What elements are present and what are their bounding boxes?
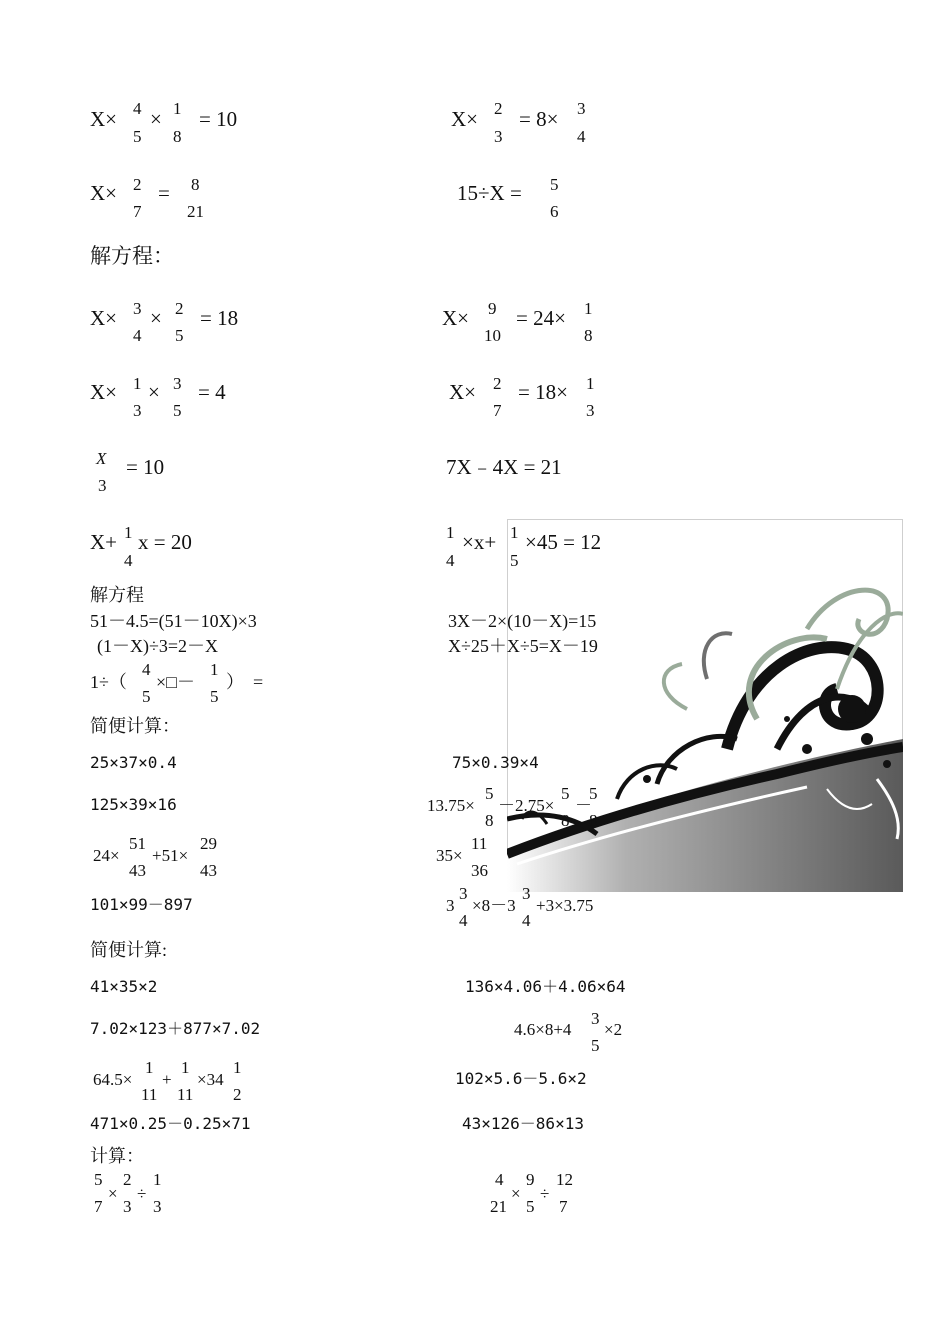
math-text: 1 (510, 523, 519, 542)
math-text: 8 (561, 811, 570, 830)
math-text: 21 (187, 202, 204, 221)
math-text: ×□－ (156, 672, 196, 692)
math-text: 12 (556, 1170, 573, 1189)
math-text: 43 (129, 861, 146, 880)
math-text: × (148, 380, 160, 404)
math-text: (1－X)÷3=2－X (97, 636, 219, 656)
math-text: ） (226, 672, 244, 692)
math-text: × (511, 1184, 521, 1203)
math-text: 7.02×123＋877×7.02 (90, 1019, 261, 1038)
math-text: = 18 (200, 306, 239, 330)
math-text: 简便计算： (90, 716, 180, 736)
math-text: × (108, 1184, 118, 1203)
math-text: 41×35×2 (90, 977, 158, 996)
math-text: 8 (584, 326, 593, 345)
math-text: 8 (191, 175, 200, 194)
math-text: 9 (488, 299, 497, 318)
math-text: 4 (124, 551, 133, 570)
math-text: 1 (173, 99, 182, 118)
math-text: 1 (145, 1058, 154, 1077)
math-text: 5 (550, 175, 559, 194)
math-text: 7 (133, 202, 142, 221)
math-text: 4 (495, 1170, 504, 1189)
math-text: 1 (153, 1170, 162, 1189)
math-text: 5 (210, 687, 219, 706)
math-text: 4 (577, 127, 586, 146)
math-text: 4 (142, 660, 151, 679)
math-text: 5 (133, 127, 142, 146)
math-text: X× (90, 380, 118, 404)
math-text: 2 (123, 1170, 132, 1189)
math-text: 75×0.39×4 (452, 753, 539, 772)
math-text: 29 (200, 834, 217, 853)
math-text: 21 (490, 1197, 507, 1216)
math-text: = 8× (519, 107, 559, 131)
math-text: 136×4.06＋4.06×64 (465, 977, 626, 996)
math-text: X (96, 449, 107, 468)
math-text: 13.75× (427, 796, 475, 815)
math-text: = 10 (199, 107, 238, 131)
math-text: +51× (152, 846, 189, 865)
swirl-floral-decoration-icon (507, 519, 903, 892)
math-text: 3 (591, 1009, 600, 1028)
math-text: 25×37×0.4 (90, 753, 177, 772)
math-text: 3 (446, 896, 455, 915)
math-text: X× (90, 181, 118, 205)
math-text: 7 (493, 401, 502, 420)
math-text: 1 (133, 374, 142, 393)
math-text: 3 (123, 1197, 132, 1216)
math-text: 3 (133, 299, 142, 318)
math-text: 2 (494, 99, 503, 118)
math-text: 7 (94, 1197, 103, 1216)
math-text: － (575, 796, 592, 815)
math-text: 5 (589, 784, 598, 803)
math-text: X× (90, 306, 118, 330)
math-text: 3 (133, 401, 142, 420)
math-text: 3 (173, 374, 182, 393)
math-text: 35× (436, 846, 463, 865)
math-text: 5 (142, 687, 151, 706)
math-text: × (150, 306, 162, 330)
math-text: 5 (561, 784, 570, 803)
math-text: 计算： (90, 1146, 144, 1166)
math-text: 10 (484, 326, 501, 345)
math-text: = 24× (516, 306, 566, 330)
math-text: 8 (589, 811, 598, 830)
math-text: 2 (493, 374, 502, 393)
math-text: 11 (471, 834, 488, 853)
math-text: X× (442, 306, 470, 330)
math-text: 5 (173, 401, 182, 420)
math-text: 解方程 (90, 585, 144, 605)
math-text: 5 (526, 1197, 535, 1216)
math-text: 43×126－86×13 (462, 1114, 584, 1133)
math-text: 471×0.25－0.25×71 (90, 1114, 251, 1133)
math-text: + (162, 1070, 172, 1089)
math-text: 4.6×8+4 (514, 1020, 572, 1039)
math-text: 3 (459, 884, 468, 903)
math-text: 4 (133, 99, 142, 118)
math-text: X× (449, 380, 477, 404)
math-text: 3 (586, 401, 595, 420)
math-text: 4 (446, 551, 455, 570)
math-text: 3 (522, 884, 531, 903)
math-text: 1÷（ (90, 672, 127, 692)
math-text: x = 20 (138, 530, 192, 554)
math-text: ÷ (540, 1184, 550, 1203)
math-text: = (253, 672, 264, 692)
math-text: 4 (522, 911, 531, 930)
math-text: 7 (559, 1197, 568, 1216)
math-text: 1 (584, 299, 593, 318)
math-text: 8 (173, 127, 182, 146)
math-text: ÷ (137, 1184, 147, 1203)
math-text: ×34 (197, 1070, 224, 1089)
math-text: 5 (510, 551, 519, 570)
math-text: X÷25＋X÷5=X－19 (448, 636, 598, 656)
math-text: X+ (90, 530, 118, 554)
math-text: 1 (210, 660, 219, 679)
math-text: 102×5.6－5.6×2 (455, 1069, 587, 1088)
math-text: 3 (153, 1197, 162, 1216)
math-text: ×x+ (462, 530, 497, 554)
math-text: 2 (233, 1085, 242, 1104)
math-text: 101×99－897 (90, 895, 193, 914)
math-text: 2 (175, 299, 184, 318)
math-text: = 4 (198, 380, 226, 404)
math-text: 简便计算: (90, 940, 168, 960)
math-text: +3×3.75 (536, 896, 594, 915)
math-text: 7X﹣4X = 21 (446, 455, 562, 479)
math-text: × (150, 107, 162, 131)
math-text: 1 (181, 1058, 190, 1077)
math-text: 8 (485, 811, 494, 830)
math-text: 5 (94, 1170, 103, 1189)
math-text: 3X－2×(10－X)=15 (448, 611, 597, 631)
math-text: 9 (526, 1170, 535, 1189)
math-text: 11 (141, 1085, 158, 1104)
math-text: X× (451, 107, 479, 131)
math-text: 4 (459, 911, 468, 930)
math-text: = 10 (126, 455, 165, 479)
math-text: 3 (98, 476, 107, 495)
math-text: X× (90, 107, 118, 131)
math-text: 解方程： (90, 244, 174, 268)
math-text: 5 (485, 784, 494, 803)
math-text: 64.5× (93, 1070, 133, 1089)
math-text: 2 (133, 175, 142, 194)
math-text: 24× (93, 846, 120, 865)
math-text: 1 (124, 523, 133, 542)
math-text: 3 (577, 99, 586, 118)
math-text: = 18× (518, 380, 568, 404)
math-text: ×2 (604, 1020, 623, 1039)
math-text: ×45 = 12 (525, 530, 602, 554)
math-text: 1 (233, 1058, 242, 1077)
math-text: 5 (175, 326, 184, 345)
math-text: 3 (494, 127, 503, 146)
math-text: 1 (586, 374, 595, 393)
math-text: 15÷X = (457, 181, 522, 205)
math-text: 125×39×16 (90, 795, 177, 814)
math-text: －2.75× (498, 796, 555, 815)
math-text: 43 (200, 861, 217, 880)
math-text: ×8－3 (472, 896, 516, 915)
math-text: 5 (591, 1036, 600, 1055)
math-text: 11 (177, 1085, 194, 1104)
math-text: 36 (471, 861, 488, 880)
math-text: 1 (446, 523, 455, 542)
math-text: = (158, 181, 170, 205)
math-text: 6 (550, 202, 559, 221)
math-text: 4 (133, 326, 142, 345)
math-text: 51－4.5=(51－10X)×3 (90, 611, 257, 631)
math-text: 51 (129, 834, 146, 853)
